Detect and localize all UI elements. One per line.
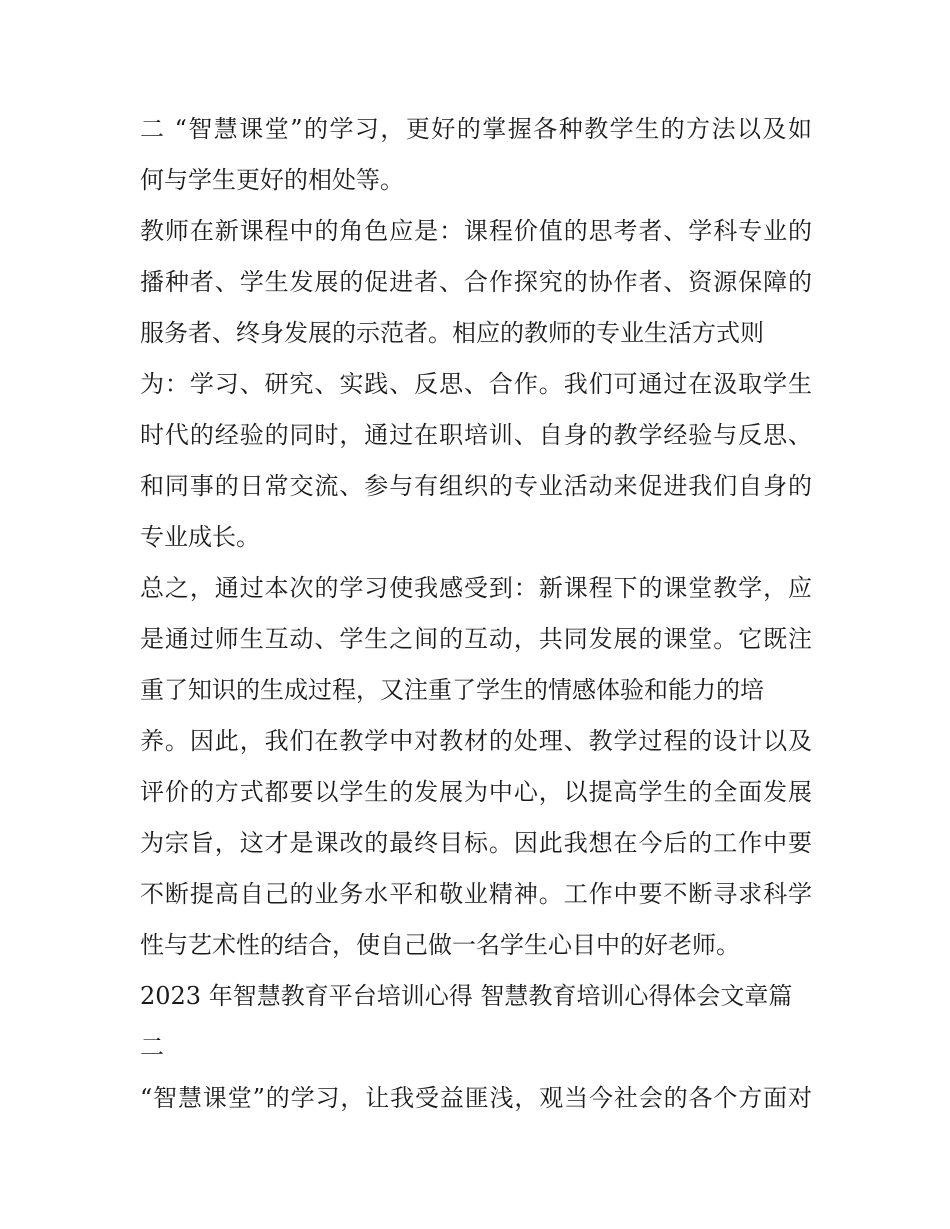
section-heading-continued: 二 [140, 1033, 164, 1061]
text-line: 为宗旨，这才是课改的最终目标。因此我想在今后的工作中要 [140, 829, 812, 857]
text-line: 评价的方式都要以学生的发展为中心，以提高学生的全面发展 [140, 778, 812, 806]
text-line: 服务者、终身发展的示范者。相应的教师的专业生活方式则 [140, 319, 764, 347]
text-line: “智慧课堂”的学习，让我受益匪浅，观当今社会的各个方面对 [140, 1084, 812, 1112]
text-line: 养。因此，我们在教学中对教材的处理、教学过程的设计以及 [140, 727, 812, 755]
text-line: 时代的经验的同时，通过在职培训、自身的教学经验与反思、 [140, 421, 812, 449]
text-line: 是通过师生互动、学生之间的互动，共同发展的课堂。它既注 [140, 625, 812, 653]
section-heading: 2023 年智慧教育平台培训心得 智慧教育培训心得体会文章篇 [140, 982, 793, 1010]
text-line: 专业成长。 [140, 523, 260, 551]
text-line: 何与学生更好的相处等。 [140, 166, 404, 194]
document-body [140, 104, 812, 1124]
text-line: 性与艺术性的结合，使自己做一名学生心目中的好老师。 [140, 931, 740, 959]
text-line: 和同事的日常交流、参与有组织的专业活动来促进我们自身的 [140, 472, 812, 500]
text-line: 重了知识的生成过程，又注重了学生的情感体验和能力的培 [140, 676, 764, 704]
text-line: 教师在新课程中的角色应是：课程价值的思考者、学科专业的 [140, 217, 812, 245]
text-line: 总之，通过本次的学习使我感受到：新课程下的课堂教学，应 [140, 574, 812, 602]
text-line: 不断提高自己的业务水平和敬业精神。工作中要不断寻求科学 [140, 880, 812, 908]
text-line: 二 “智慧课堂”的学习，更好的掌握各种教学生的方法以及如 [140, 115, 812, 143]
text-line: 播种者、学生发展的促进者、合作探究的协作者、资源保障的 [140, 268, 812, 296]
text-line: 为：学习、研究、实践、反思、合作。我们可通过在汲取学生 [140, 370, 812, 398]
